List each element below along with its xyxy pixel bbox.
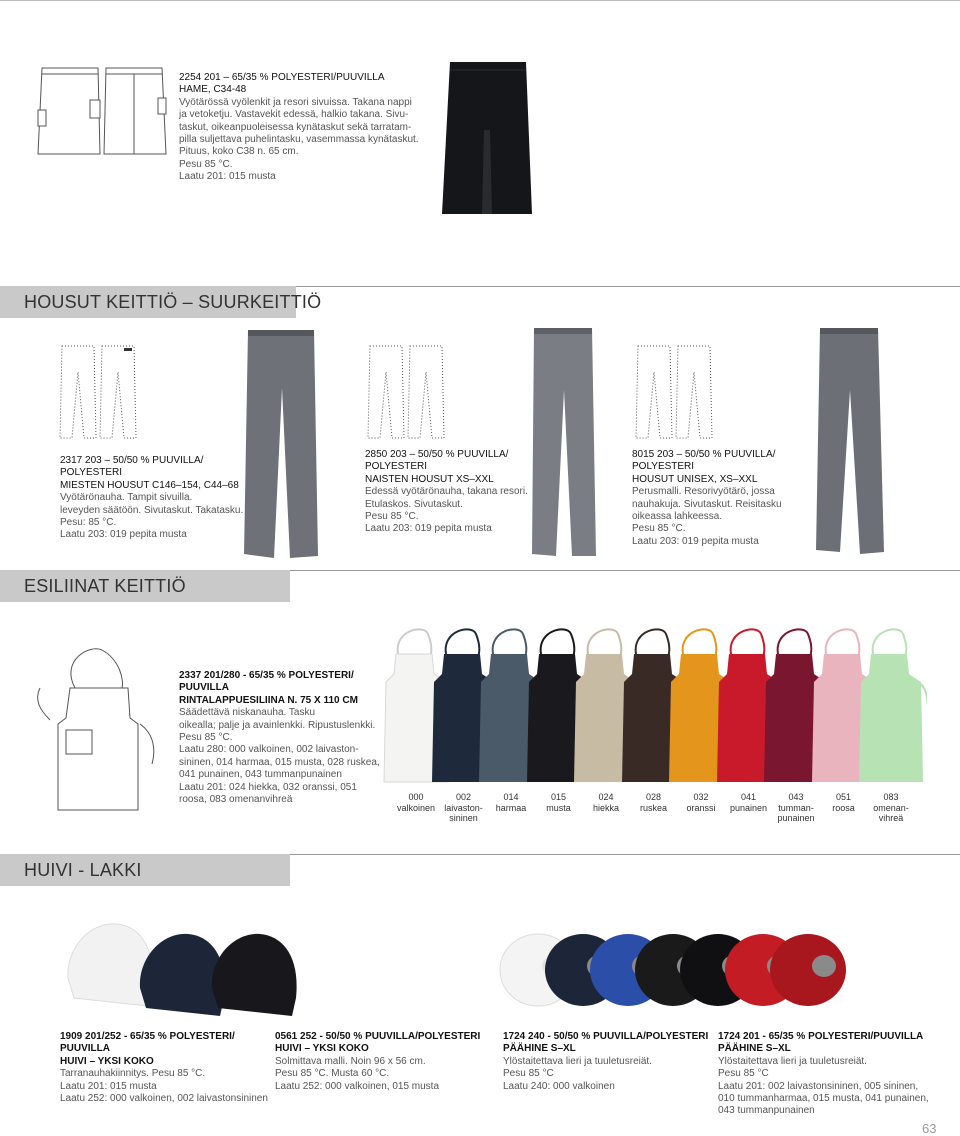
trouser-code: POLYESTERI [365, 461, 428, 473]
swatch-code: 041 [740, 792, 757, 802]
trouser-line: Pesu 85 °C. [632, 523, 686, 535]
trouser-code: POLYESTERI [632, 461, 695, 473]
headwear-line: Laatu 240: 000 valkoinen [503, 1080, 615, 1092]
headwear-line: Ylöstaitettava lieri ja tuuletusreiät. [503, 1055, 652, 1067]
skirt-line: Laatu 201: 015 musta [179, 171, 276, 183]
swatch-code: 083 [883, 792, 899, 802]
skirt-photo [440, 60, 534, 216]
swatch-name: hiekka [592, 802, 619, 813]
apron-line: Pesu 85 °C. [179, 732, 233, 744]
swatch-name: valkoinen [396, 802, 436, 813]
swatch-name: laivaston- [444, 802, 483, 813]
trouser-title: NAISTEN HOUSUT XS–XXL [365, 473, 494, 485]
apron-line: oikealla; palje ja avainlenkki. Ripustuslenkki. [179, 719, 376, 731]
trouser-title: HOUSUT UNISEX, XS–XXL [632, 473, 758, 485]
cap-photos [496, 924, 866, 1014]
trouser-code: 2317 203 – 50/50 % PUUVILLA/ [60, 455, 204, 466]
headwear-description-2 [275, 1031, 480, 1093]
swatch-code: 024 [598, 792, 614, 802]
swatch-name: sininen [449, 813, 478, 823]
trouser-sketch-2 [366, 342, 446, 442]
headwear-line: 043 tummanpunainen [718, 1105, 815, 1117]
trouser-line: Pesu: 85 °C. [60, 517, 117, 529]
skirt-line: pilla suljettava puhelintasku, vasemmassa kynätaskut. [179, 134, 419, 146]
trouser-line: nauhakuja. Sivutaskut. Reisitasku [632, 498, 782, 510]
headwear-title: HUIVI – YKSI KOKO [60, 1055, 154, 1067]
trouser-line: Edessä vyötärönauha, takana resori. [365, 486, 528, 498]
section-title-aprons: ESILIINAT KEITTIÖ [24, 576, 186, 596]
trouser-description-3 [632, 449, 782, 548]
scarf-photos [60, 918, 310, 1018]
headwear-code: 1724 240 - 50/50 % PUUVILLA/POLYESTERI [503, 1031, 709, 1042]
trouser-sketch-3 [634, 342, 714, 442]
trouser-line: Pesu 85 °C. [365, 511, 419, 523]
headwear-line: Tarranauhakiinnitys. Pesu 85 °C. [60, 1068, 206, 1080]
trouser-line: Perusmalli. Resorivyötärö, jossa [632, 486, 775, 498]
skirt-line: Pesu 85 °C. [179, 158, 233, 170]
skirt-description [179, 72, 419, 184]
trouser-sketch-1 [58, 342, 138, 442]
headwear-line: Ylöstaitettava lieri ja tuuletusreiät. [718, 1055, 867, 1067]
swatch-name: roosa [832, 802, 855, 813]
apron-color-row [380, 624, 950, 824]
headwear-line: Laatu 201: 002 laivastonsininen, 005 sininen, [718, 1080, 919, 1092]
trouser-line: Etulaskos. Sivutaskut. [365, 498, 463, 510]
apron-description [179, 670, 380, 806]
swatch-name: punainen [777, 813, 815, 823]
headwear-title: PÄÄHINE S–XL [718, 1043, 791, 1055]
apron-line: roosa, 083 omenanvihreä [179, 794, 293, 806]
section-title-trousers: HOUSUT KEITTIÖ – SUURKEITTIÖ [24, 292, 322, 312]
section-title-headwear: HUIVI - LAKKI [24, 860, 142, 880]
trouser-line: Laatu 203: 019 pepita musta [60, 529, 187, 541]
scarf-photo [204, 928, 304, 1024]
headwear-line: Solmittava malli. Noin 96 x 56 cm. [275, 1055, 426, 1067]
trouser-line: Laatu 203: 019 pepita musta [365, 523, 492, 535]
trouser-line: Laatu 203: 019 pepita musta [632, 535, 759, 547]
swatch-name: tumman- [778, 802, 814, 813]
trouser-photo-1 [240, 328, 320, 560]
apron-line: sininen, 014 harmaa, 015 musta, 028 ruskea, [179, 756, 380, 768]
skirt-code: 2254 201 – 65/35 % POLYESTERI/PUUVILLA [179, 72, 385, 83]
cap-photo [766, 928, 850, 1012]
swatch-code: 043 [788, 792, 804, 802]
headwear-line: Laatu 201: 015 musta [60, 1080, 157, 1092]
apron-code: PUUVILLA [179, 682, 229, 694]
headwear-line: Laatu 252: 000 valkoinen, 002 laivastonsininen [60, 1093, 268, 1105]
trouser-line: leveyden säätöön. Sivutaskut. Takatasku. [60, 504, 244, 516]
swatch-name: punainen [729, 802, 768, 813]
headwear-title: HUIVI – YKSI KOKO [275, 1043, 369, 1055]
skirt-title: HAME, C34-48 [179, 84, 247, 96]
top-rule [0, 0, 960, 1]
page-number: 63 [922, 1121, 937, 1136]
swatch-code: 028 [645, 792, 662, 802]
skirt-line: Vyötärössä vyölenkit ja resori sivuissa. Takana nappi [179, 96, 412, 108]
headwear-line: 010 tummanharmaa, 015 musta, 041 punainen, [718, 1093, 929, 1105]
headwear-code: 0561 252 - 50/50 % PUUVILLA/POLYESTERI [275, 1031, 481, 1042]
skirt-line: Pituus, koko C38 n. 65 cm. [179, 146, 299, 158]
swatch-code: 002 [455, 792, 472, 802]
trouser-code: POLYESTERI [60, 467, 123, 479]
apron-swatch-label [863, 792, 919, 824]
trouser-photo-3 [810, 326, 888, 558]
skirt-sketch [34, 64, 170, 159]
headwear-line: Pesu 85 °C. Musta 60 °C. [275, 1068, 390, 1080]
apron-photo [855, 624, 927, 784]
skirt-line: ja vetoketju. Vastavekit edessä, halkio takana. Sivu- [179, 109, 409, 121]
swatch-code: 051 [835, 792, 852, 802]
swatch-code: 000 [408, 792, 424, 802]
swatch-code: 032 [693, 792, 709, 802]
apron-line: 041 punainen, 043 tummanpunainen [179, 769, 342, 781]
headwear-code: 1724 201 - 65/35 % POLYESTERI/PUUVILLA [718, 1031, 924, 1042]
swatch-name: omenan- [873, 802, 909, 813]
trouser-title: MIESTEN HOUSUT C146–154, C44–68 [60, 479, 239, 491]
trouser-line: Vyötärönauha. Tampit sivuilla. [60, 492, 193, 504]
trouser-code: 8015 203 – 50/50 % PUUVILLA/ [632, 449, 776, 460]
trouser-description-1 [60, 455, 243, 542]
apron-title: RINTALAPPUESILIINA N. 75 X 110 CM [179, 694, 358, 706]
headwear-line: Laatu 252: 000 valkoinen, 015 musta [275, 1080, 440, 1092]
swatch-name: vihreä [878, 813, 904, 823]
swatch-name: ruskea [639, 802, 667, 813]
swatch-code: 015 [550, 792, 567, 802]
apron-sketch [30, 640, 162, 815]
swatch-code: 014 [503, 792, 519, 802]
trouser-photo-2 [526, 326, 600, 560]
swatch-name: musta [546, 802, 571, 813]
apron-code: 2337 201/280 - 65/35 % POLYESTERI/ [179, 670, 354, 681]
trouser-description-2 [365, 449, 528, 536]
skirt-line: taskut, oikeanpuoleisessa kynätaskut sekä tarratam- [179, 121, 412, 133]
headwear-description-4 [718, 1031, 929, 1118]
swatch-name: harmaa [495, 802, 527, 813]
headwear-code: 1909 201/252 - 65/35 % POLYESTERI/ [60, 1031, 235, 1042]
trouser-line: oikeassa lahkeessa. [632, 511, 723, 523]
swatch-name: oranssi [686, 802, 716, 813]
headwear-line: Pesu 85 °C [503, 1068, 554, 1080]
trouser-code: 2850 203 – 50/50 % PUUVILLA/ [365, 449, 509, 460]
apron-line: Laatu 201: 024 hiekka, 032 oranssi, 051 [179, 781, 357, 793]
headwear-code: PUUVILLA [60, 1043, 110, 1055]
headwear-title: PÄÄHINE S–XL [503, 1043, 576, 1055]
apron-line: Laatu 280: 000 valkoinen, 002 laivaston- [179, 744, 359, 756]
headwear-description-3 [503, 1031, 708, 1093]
apron-line: Säädettävä niskanauha. Tasku [179, 707, 316, 719]
headwear-line: Pesu 85 °C [718, 1068, 769, 1080]
headwear-description-1 [60, 1031, 268, 1105]
